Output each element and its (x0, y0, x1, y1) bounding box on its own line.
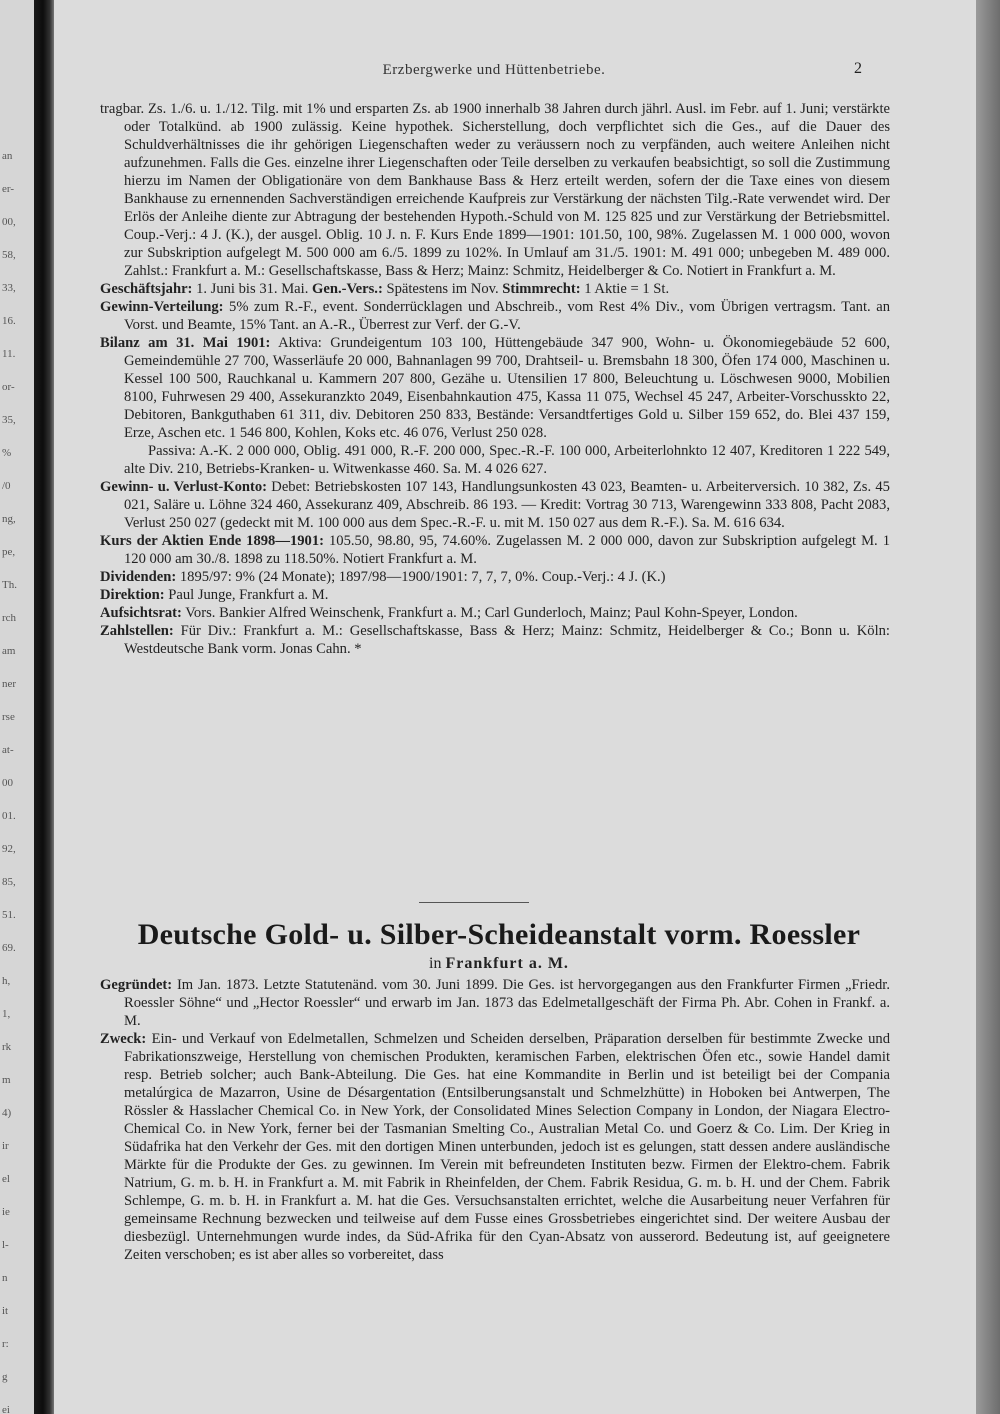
margin-fragment: % (2, 447, 12, 459)
aufsichtsrat-paragraph (100, 604, 890, 622)
margin-fragment: am (2, 645, 16, 657)
margin-fragment: 4) (2, 1107, 12, 1119)
margin-fragment: ir (2, 1140, 9, 1152)
page-number: 2 (854, 60, 862, 77)
margin-fragment: er- (2, 183, 14, 195)
kurs-paragraph (100, 532, 890, 568)
bond-details-text: tragbar. Zs. 1./6. u. 1./12. Tilg. mit 1% und ersparten Zs. ab 1900 innerhalb 38 Jahren durch jährl. Ausl. im Febr. auf 1. Juni; verstärkte oder Totalkünd. ab 1900 zulässig. Keine hypothek. Sicherstellung, doch verpflichtet sich die Ges., auf die Dauer des Schuldverhältnisses die ihr gehörigen Liegenschaften weder zu veräussern noch zu verpfänden, auch weitere Anleihen nicht aufzunehmen. Falls die Ges. einzelne ihrer Liegenschaften oder Teile derselben zu verkaufen beabsichtigt, so soll die Zustimmung hierzu im Namen der Obligationäre von dem Bankhause Bass & Herz erteilt werden, sofern der die Taxe eines von diesem Bankhause zu ernennenden Sachverständigen erreichende Kaufpreis zur Verstärkung der nächsten Tilg.-Rate verwendet wird. Der Erlös der Anleihe diente zur Abtragung der bestehenden Hypoth.-Schuld von M. 125 825 und zur Verstärkung der Betriebsmittel. Coup.-Verj.: 4 J. (K.), der ausgel. Oblig. 10 J. n. F. Kurs Ende 1899—1901: 101.50, 100, 98%. Zugelassen M. 1 000 000, wovon zur Subskription aufgelegt M. 500 000 am 6./5. 1899 zu 102%. In Umlauf am 31./5. 1901: M. 491 000; unbegeben M. 489 000. Zahlst.: Frankfurt a. M.: Gesellschaftskasse, Bass & Herz; Mainz: Schmitz, Heidelberger & Co. Notiert in Frankfurt a. M. (100, 101, 890, 279)
location-prefix: in (429, 955, 446, 972)
margin-fragment: 11. (2, 348, 16, 360)
bilanz-passiva-text: Passiva: A.-K. 2 000 000, Oblig. 491 000, R.-F. 200 000, Spec.-R.-F. 100 000, Arbeiterlohnkto 12 407, Kreditoren 1 222 549, alte Div. 210, Betriebs-Kranken- u. Witwenkasse 460. Sa. M. 4 026 627. (124, 443, 890, 477)
margin-fragment: ng, (2, 513, 16, 525)
geschaeftsjahr-paragraph (100, 280, 890, 298)
margin-fragment: rch (2, 612, 17, 624)
margin-fragment: r: (2, 1338, 9, 1350)
gewinn-verteilung-text: 5% zum R.-F., event. Sonderrücklagen und Abschreib., vom Rest 4% Div., vom Übrigen vertragsm. Tant. an Vorst. und Beamte, 15% Tant. an A.-R., Überrest zur Verf. der G.-V. (124, 299, 890, 333)
margin-fragment: 69. (2, 942, 16, 954)
geschaeftsjahr-heading: Geschäftsjahr: (100, 281, 193, 297)
bilanz-heading: Bilanz am 31. Mai 1901: (100, 335, 271, 351)
dividenden-heading: Dividenden: (100, 569, 177, 585)
zweck-paragraph (100, 1030, 890, 1264)
company-location (304, 955, 694, 973)
margin-fragment: 00 (2, 777, 13, 789)
gegruendet-paragraph (100, 976, 890, 1030)
bilanz-paragraph (100, 334, 890, 442)
margin-fragment: 58, (2, 249, 16, 261)
running-title: Erzbergwerke und Hüttenbetriebe. (382, 62, 606, 78)
page-edge-shadow (976, 0, 1000, 1414)
margin-fragment: ei (2, 1404, 10, 1414)
aufsichtsrat-heading: Aufsichtsrat: (100, 605, 182, 621)
gen-vers-heading: Gen.-Vers.: (312, 281, 383, 297)
kurs-heading: Kurs der Aktien Ende 1898—1901: (100, 533, 324, 549)
bilanz-passiva-paragraph (100, 442, 890, 478)
margin-fragment: /0 (2, 480, 11, 492)
location-place: Frankfurt a. M. (445, 955, 569, 972)
margin-fragment: rse (2, 711, 15, 723)
zweck-heading: Zweck: (100, 1031, 147, 1047)
gegruendet-text: Im Jan. 1873. Letzte Statutenänd. vom 30. Juni 1899. Die Ges. ist hervorgegangen aus den Frankfurter Firmen „Friedr. Roessler Söhne“ und „Hector Roessler“ und erwarb im Jan. 1873 das Edelmetallgeschäft der Firma Ph. Abr. Cohen in Frankf. a. M. (124, 977, 890, 1029)
zahlstellen-text: Für Div.: Frankfurt a. M.: Gesellschaftskasse, Bass & Herz; Mainz: Schmitz, Heidelberger & Co.; Bonn u. Köln: Westdeutsche Bank vorm. Jonas Cahn. * (124, 623, 890, 657)
company-entry-continued (100, 100, 890, 658)
gegruendet-heading: Gegründet: (100, 977, 173, 993)
geschaeftsjahr-text: 1. Juni bis 31. Mai. (192, 281, 313, 297)
margin-fragment: 51. (2, 909, 16, 921)
margin-fragment: l- (2, 1239, 9, 1251)
gewinn-verlust-paragraph (100, 478, 890, 532)
zahlstellen-heading: Zahlstellen: (100, 623, 174, 639)
margin-fragment: at- (2, 744, 14, 756)
margin-fragment: Th. (2, 579, 17, 591)
stimmrecht-text: 1 Aktie = 1 St. (580, 281, 670, 297)
margin-fragment: el (2, 1173, 10, 1185)
margin-fragment: m (2, 1074, 11, 1086)
kurs-text: 105.50, 98.80, 95, 74.60%. Zugelassen M. 2 000 000, davon zur Subskription aufgelegt M. 1 120 000 am 30./8. 1898 zu 118.50%. Notiert Frankfurt a. M. (124, 533, 890, 567)
margin-fragment: 92, (2, 843, 16, 855)
gewinn-verlust-heading: Gewinn- u. Verlust-Konto: (100, 479, 268, 495)
margin-fragment: 01. (2, 810, 16, 822)
zweck-text: Ein- und Verkauf von Edelmetallen, Schmelzen und Scheiden derselben, Präparation derselben für bestimmte Zwecke und Fabrikationszweige, Herstellung von chemischen Produkten, keramischen Farben, elektrischen Öfen etc., sowie Handel damit resp. Betrieb solcher; auch Bank-Abteilung. Die Ges. hat eine Kommandite in Berlin und ist beteiligt bei der Compania metalúrgica de Mazarron, Usine de Désargentation (Entsilberungsanstalt und Schmelzhütte) in Hoboken bei Antwerpen, The Rössler & Hasslacher Chemical Co. in New York, der Consolidated Mines Selection Company in London, der Niagara Electro-Chemical Co. in New York, ferner bei der Tasmanian Smelting Co., Australian Metal Co. und Goerz & Co. Lim. Der Krieg in Südafrika hat den Verkehr der Ges. mit den dortigen Minen unterbunden, jedoch ist es gelungen, statt dessen andere ausländische Märkte für die Produkte der Ges. zu gewinnen. Im Verein mit befreundeten Instituten bezw. Firmen der Elektro-chem. Fabrik Natrium, G. m. b. H. in Frankfurt a. M. mit Fabrik in Rheinfelden, der Chem. Fabrik Residua, G. m. b. H. und der Chem. Fabrik Schlempe, G. m. b. H. in Frankfurt a. M. hat die Ges. Versuchsanstalten errichtet, welche die Ausarbeitung neuer Verfahren für gemeinsame Rechnung bezwecken und teilweise auf dem Fusse eines Grossbetriebes eingerichtet sind. Der weitere Ausbau der diesbezügl. Unternehmungen wurde indes, da Süd-Afrika für den Cyan-Absatz von ausserord. Bedeutung ist, auf geeignetere Zeiten verschoben; es ist aber alles so vorbereitet, dass (124, 1031, 890, 1263)
margin-fragment: 35, (2, 414, 16, 426)
previous-page-edge (0, 0, 34, 1414)
zahlstellen-paragraph (100, 622, 890, 658)
margin-fragment: g (2, 1371, 8, 1383)
gewinn-verlust-text: Debet: Betriebskosten 107 143, Handlungsunkosten 43 023, Beamten- u. Arbeiterversich. 10 382, Zs. 45 021, Saläre u. Löhne 324 460, Assekuranz 409, Abschreib. 86 193. — Kredit: Vortrag 30 713, Warengewinn 333 808, Pacht 2083, Verlust 250 027 (gedeckt mit M. 100 000 aus dem Spec.-R.-F. u. mit M. 150 027 aus dem R.-F.). Sa. M. 616 634. (124, 479, 890, 531)
margin-fragment: it (2, 1305, 9, 1317)
dividenden-text: 1895/97: 9% (24 Monate); 1897/98—1900/1901: 7, 7, 7, 0%. Coup.-Verj.: 4 J. (K.) (176, 569, 666, 585)
stimmrecht-heading: Stimmrecht: (502, 281, 581, 297)
margin-fragment: h, (2, 975, 11, 987)
margin-fragment: 1, (2, 1008, 11, 1020)
dividenden-paragraph (100, 568, 890, 586)
margin-fragment: rk (2, 1041, 12, 1053)
margin-fragment: 00, (2, 216, 16, 228)
gewinn-verteilung-heading: Gewinn-Verteilung: (100, 299, 224, 315)
bilanz-aktiva-text: Aktiva: Grundeigentum 103 100, Hüttengebäude 347 900, Wohn- u. Ökonomiegebäude 52 600, Gemeindemühle 27 700, Wasserläufe 20 000, Bahnanlagen 99 700, Drahtseil- u. Bremsbahn 18 300, Öfen 174 000, Maschinen u. Kessel 100 500, Rauchkanal u. Kammern 207 800, Gezähe u. Utensilien 17 800, Beleuchtung u. Löschwesen 9000, Mobilien 8100, Fuhrwesen 29 400, Assekuranzkto 2049, Eisenbahnkaution 475, Kassa 11 075, Wechsel 45 247, Arbeiter-Vorschusskto 22, Debitoren, Bankguthaben 61 311, div. Debitoren 250 833, Bestände: Versandtfertiges Gold u. Silber 159 652, do. Blei 437 159, Erze, Aschen etc. 1 546 800, Kohlen, Koks etc. 46 076, Verlust 250 028. (124, 335, 890, 441)
margin-fragment: ie (2, 1206, 10, 1218)
margin-fragment: n (2, 1272, 8, 1284)
document-page (54, 0, 976, 1414)
direktion-text: Paul Junge, Frankfurt a. M. (164, 587, 329, 603)
margin-fragment: 85, (2, 876, 16, 888)
section-divider (419, 902, 529, 903)
bond-details-paragraph (100, 100, 890, 280)
gen-vers-text: Spätestens im Nov. (382, 281, 503, 297)
margin-fragment: ner (2, 678, 17, 690)
margin-fragment: 33, (2, 282, 16, 294)
direktion-heading: Direktion: (100, 587, 165, 603)
direktion-paragraph (100, 586, 890, 604)
book-gutter (34, 0, 54, 1414)
company-title: Deutsche Gold- u. Silber-Scheideanstalt vorm. Roessler (137, 918, 861, 951)
margin-fragment: an (2, 150, 13, 162)
margin-fragment: 16. (2, 315, 16, 327)
aufsichtsrat-text: Vors. Bankier Alfred Weinschenk, Frankfurt a. M.; Carl Gunderloch, Mainz; Paul Kohn-Speyer, London. (181, 605, 798, 621)
gewinn-verteilung-paragraph (100, 298, 890, 334)
margin-fragment: or- (2, 381, 15, 393)
company-entry-new (100, 976, 890, 1264)
margin-fragment: pe, (2, 546, 16, 558)
